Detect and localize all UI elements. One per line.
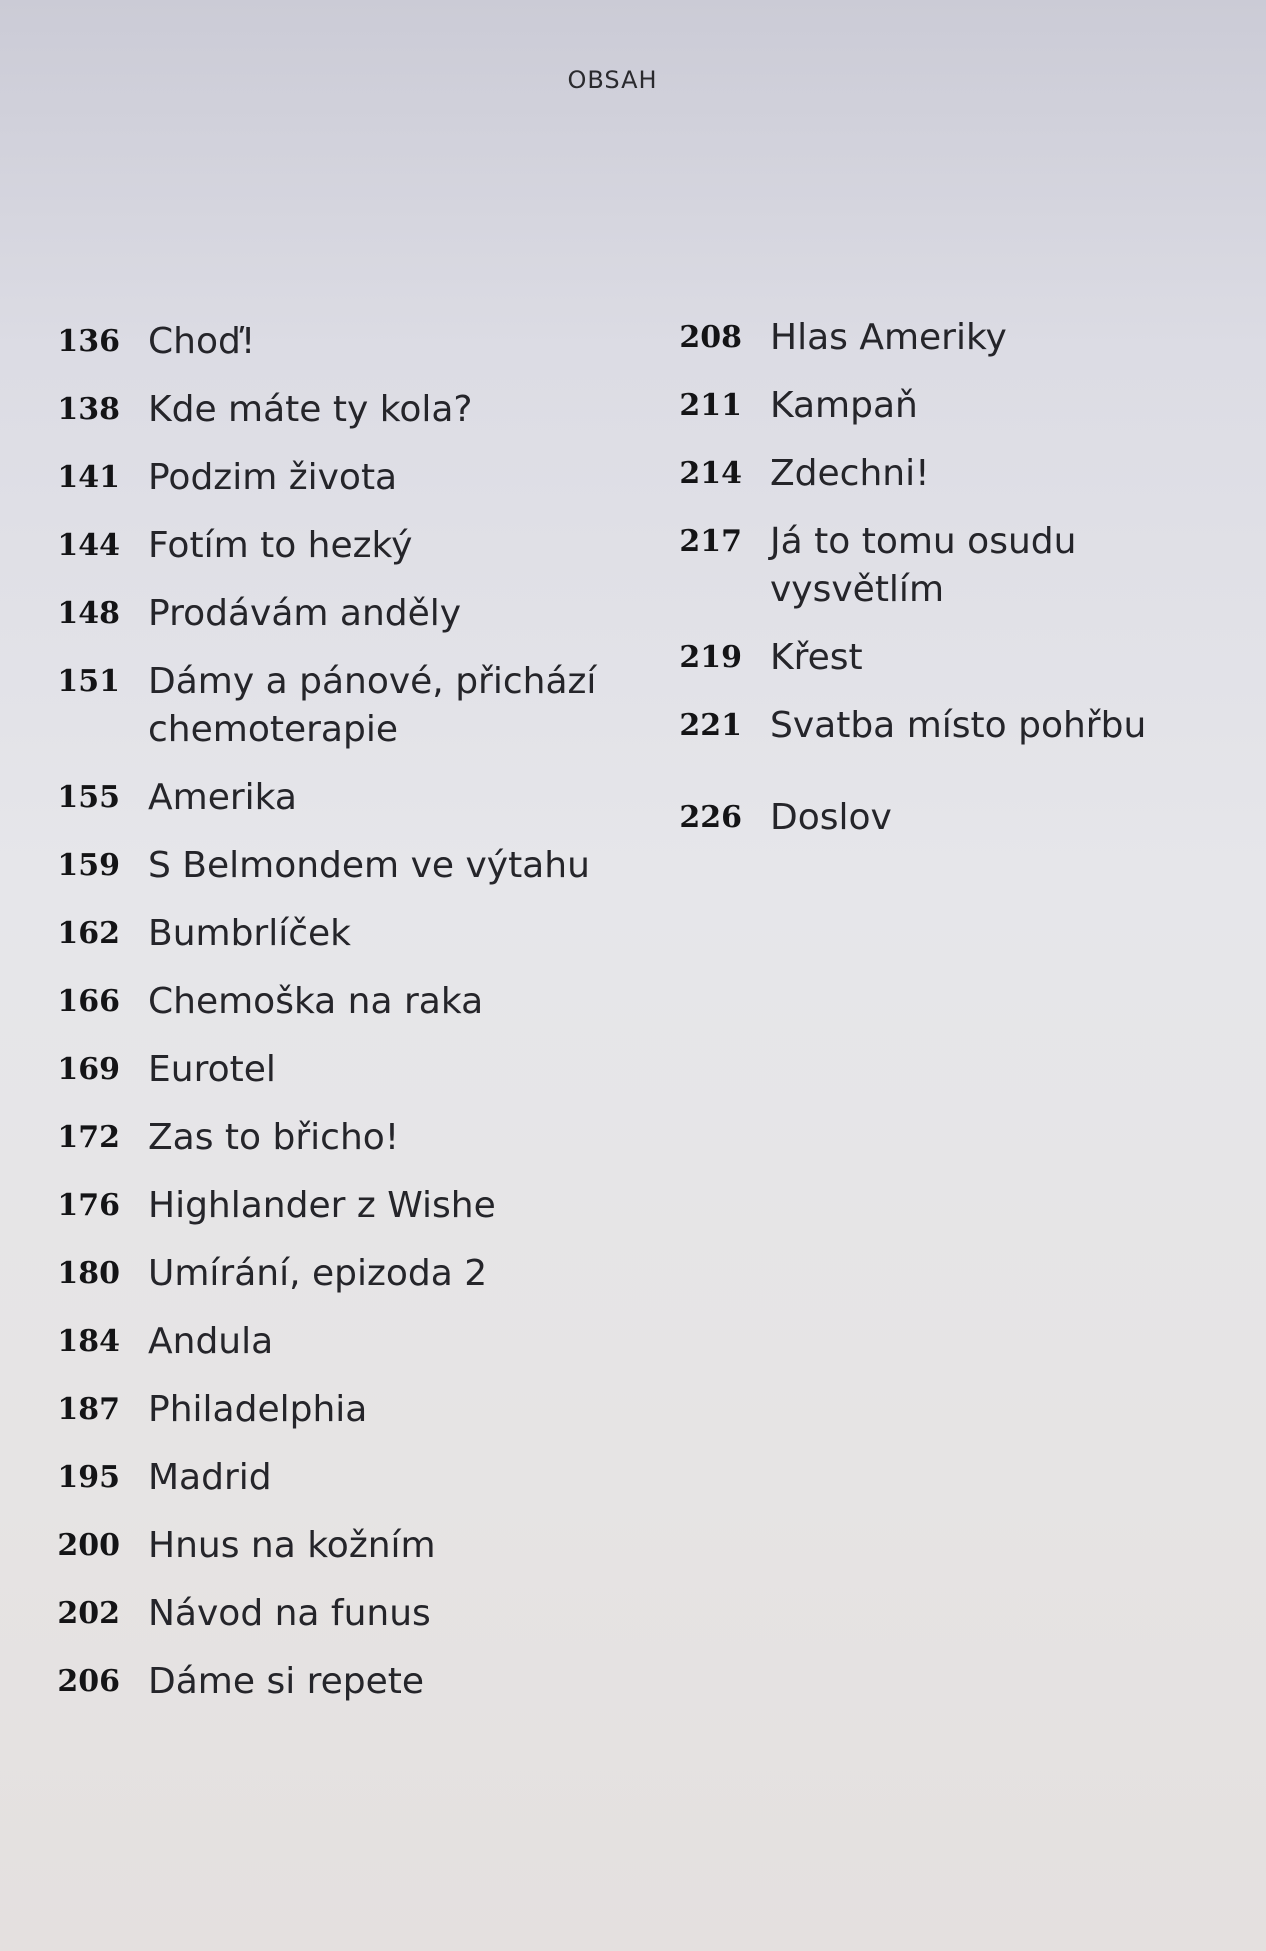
toc-page-number: 211 [679, 388, 742, 423]
toc-chapter-title: Návod na funus [148, 1593, 431, 1634]
toc-page-number: 226 [679, 800, 742, 835]
toc-entry [50, 522, 640, 570]
toc-entry [50, 1590, 640, 1638]
toc-entry [50, 454, 640, 502]
page-title: OBSAH [567, 66, 658, 94]
toc-chapter-title: Dámy a pánové, přichází chemoterapie [148, 661, 597, 750]
toc-entry [50, 1250, 640, 1298]
toc-chapter-title: Já to tomu osudu vysvětlím [770, 521, 1077, 610]
toc-page-number: 159 [57, 848, 120, 883]
toc-page-number: 184 [57, 1324, 120, 1359]
toc-chapter-title: Hlas Ameriky [770, 317, 1007, 358]
toc-entry [50, 1182, 640, 1230]
toc-page-number: 208 [679, 320, 742, 355]
toc-chapter-title: Podzim života [148, 457, 398, 498]
toc-entry [50, 1386, 640, 1434]
toc-page-number: 169 [57, 1052, 120, 1087]
toc-page-number: 141 [57, 460, 120, 495]
toc-chapter-title: Prodávám anděly [148, 593, 462, 634]
toc-page-number: 187 [57, 1392, 120, 1427]
toc-chapter-title: Philadelphia [148, 1389, 368, 1430]
toc-chapter-title: Fotím to hezký [148, 525, 413, 566]
toc-chapter-title: Křest [770, 637, 863, 678]
toc-page-number: 202 [57, 1596, 120, 1631]
toc-entry [50, 386, 640, 434]
toc-page-number: 155 [57, 780, 120, 815]
toc-chapter-title: Bumbrlíček [148, 913, 352, 954]
toc-page-number: 219 [679, 640, 742, 675]
toc-page-number: 180 [57, 1256, 120, 1291]
toc-entry [50, 1522, 640, 1570]
toc-chapter-title: Chemoška na raka [148, 981, 484, 1022]
toc-entry [666, 382, 1246, 430]
toc-entry [666, 450, 1246, 498]
toc-left-column [50, 318, 640, 1726]
toc-right-column [666, 314, 1246, 862]
toc-entry [50, 658, 640, 754]
toc-page-number: 172 [57, 1120, 120, 1155]
toc-entry [666, 794, 1246, 842]
toc-chapter-title: Amerika [148, 777, 297, 818]
toc-chapter-title: Choď! [148, 321, 256, 362]
toc-chapter-title: Dáme si repete [148, 1661, 425, 1702]
toc-page-number: 176 [57, 1188, 120, 1223]
toc-page-number: 151 [57, 664, 120, 699]
toc-entry [50, 1658, 640, 1706]
toc-page-number: 162 [57, 916, 120, 951]
toc-entry [666, 702, 1246, 750]
toc-chapter-title: Madrid [148, 1457, 272, 1498]
toc-page-number: 206 [57, 1664, 120, 1699]
toc-chapter-title: Svatba místo pohřbu [770, 705, 1147, 746]
toc-entry [666, 314, 1246, 362]
toc-entry [50, 910, 640, 958]
toc-entry [666, 518, 1246, 614]
toc-chapter-title: Umírání, epizoda 2 [148, 1253, 488, 1294]
toc-chapter-title: Doslov [770, 797, 892, 838]
toc-chapter-title: Zdechni! [770, 453, 930, 494]
toc-page-number: 200 [57, 1528, 120, 1563]
toc-page-number: 144 [57, 528, 120, 563]
toc-entry [50, 1046, 640, 1094]
toc-chapter-title: Kde máte ty kola? [148, 389, 473, 430]
toc-entry [50, 590, 640, 638]
toc-page-number: 138 [57, 392, 120, 427]
toc-entry [50, 842, 640, 890]
toc-entry [50, 318, 640, 366]
toc-entry [50, 1114, 640, 1162]
toc-page-number: 148 [57, 596, 120, 631]
toc-page-number: 136 [57, 324, 120, 359]
toc-page-number: 217 [679, 524, 742, 559]
toc-chapter-title: Andula [148, 1321, 274, 1362]
toc-chapter-title: S Belmondem ve výtahu [148, 845, 590, 886]
toc-page-number: 221 [679, 708, 742, 743]
toc-chapter-title: Hnus na kožním [148, 1525, 436, 1566]
toc-chapter-title: Kampaň [770, 385, 918, 426]
toc-page-number: 214 [679, 456, 742, 491]
toc-entry [50, 1318, 640, 1366]
toc-page-number: 195 [57, 1460, 120, 1495]
toc-page-number: 166 [57, 984, 120, 1019]
toc-entry [50, 978, 640, 1026]
toc-chapter-title: Zas to břicho! [148, 1117, 400, 1158]
toc-entry [50, 774, 640, 822]
toc-entry [50, 1454, 640, 1502]
toc-chapter-title: Eurotel [148, 1049, 276, 1090]
toc-entry [666, 634, 1246, 682]
toc-chapter-title: Highlander z Wishe [148, 1185, 496, 1226]
